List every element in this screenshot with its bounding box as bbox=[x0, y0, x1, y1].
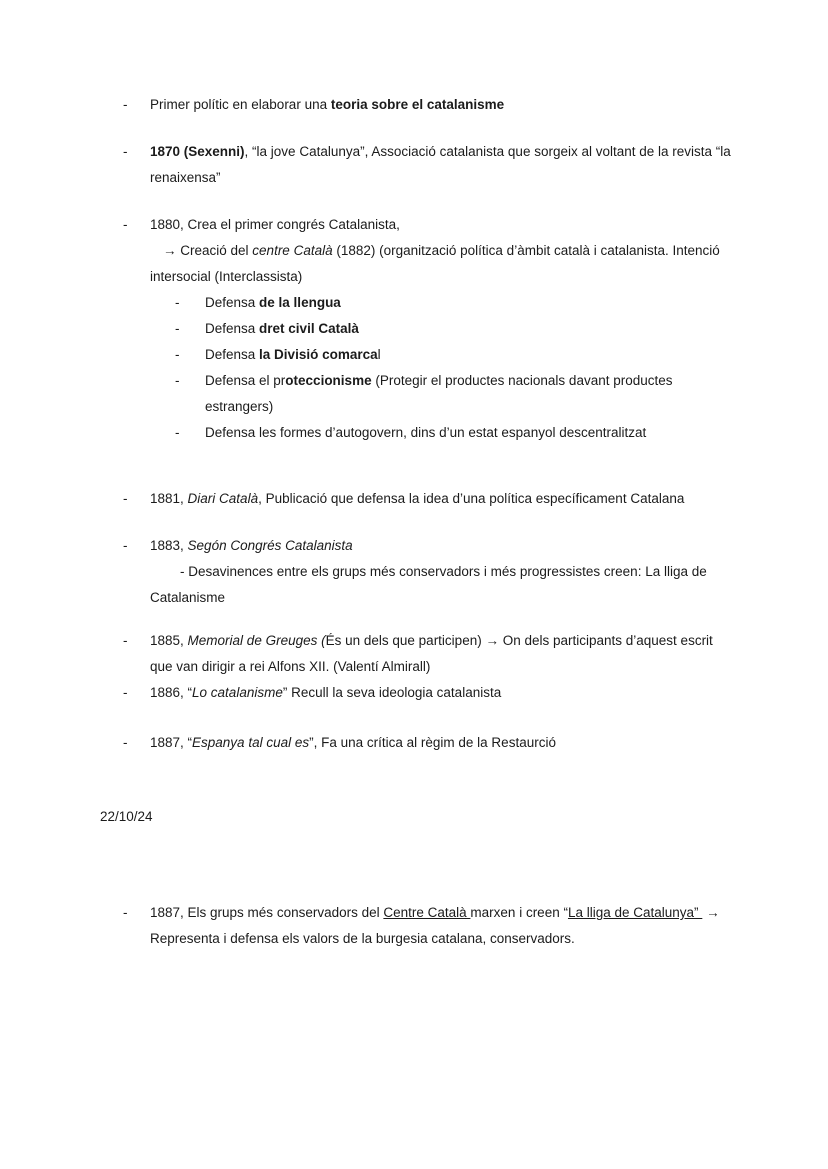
bullet-1880 bbox=[123, 212, 733, 238]
bullet-dash: - bbox=[123, 491, 128, 506]
bullet-text-1886: 1886, “Lo catalanisme” Recull la seva ideologia catalanista bbox=[150, 685, 502, 700]
bullet-dash: - bbox=[123, 905, 128, 920]
subbullet-text-defensa-autogovern: Defensa les formes d’autogovern, dins d’un estat espanyol descentralitzat bbox=[205, 425, 647, 440]
bullet-dash: - bbox=[175, 321, 180, 336]
subbullet-text-defensa-divisio-comarcal: Defensa la Divisió comarcal bbox=[205, 347, 381, 362]
bullet-dash: - bbox=[123, 97, 128, 112]
bullet-text-1880: 1880, Crea el primer congrés Catalanista, bbox=[150, 217, 400, 232]
date-heading: 22/10/24 bbox=[100, 809, 153, 824]
subbullet-defensa-proteccionisme bbox=[175, 368, 733, 420]
subbullet-text-defensa-llengua: Defensa de la llengua bbox=[205, 295, 341, 310]
bullet-text-1883: 1883, Segón Congrés Catalanista bbox=[150, 538, 353, 553]
arrow-line-creacio-centre-catala: → Creació del centre Català (1882) (organització política d’àmbit català i catalanista. Intenció intersocial (Interclassista) bbox=[150, 243, 720, 284]
bullet-dash: - bbox=[175, 425, 180, 440]
subbullet-defensa-divisio-comarcal bbox=[175, 342, 733, 368]
bullet-1887-lliga bbox=[123, 900, 733, 952]
subbullet-text-defensa-dret-civil: Defensa dret civil Català bbox=[205, 321, 359, 336]
subbullet-defensa-llengua bbox=[175, 290, 733, 316]
subbullet-defensa-autogovern bbox=[175, 420, 733, 446]
bullet-dash: - bbox=[175, 295, 180, 310]
bullet-dash: - bbox=[123, 735, 128, 750]
bullet-1870 bbox=[123, 139, 733, 191]
bullet-text-1885: 1885, Memorial de Greuges (És un dels que participen) → On dels participants d’aquest escrit que van dirigir a rei Alfons XII. (Valentí Almirall) bbox=[150, 633, 717, 674]
bullet-dash: - bbox=[123, 685, 128, 700]
bullet-dash: - bbox=[175, 373, 180, 388]
bullet-1885 bbox=[123, 628, 733, 680]
bullet-dash: - bbox=[123, 144, 128, 159]
subbullet-text-defensa-proteccionisme: Defensa el proteccionisme (Protegir el productes nacionals davant productes estrangers) bbox=[205, 373, 677, 414]
bullet-1883 bbox=[123, 533, 733, 559]
bullet-dash: - bbox=[123, 217, 128, 232]
subline-1883-desavinences: - Desavinences entre els grups més conservadors i més progressistes creen: La lliga de Catalanisme bbox=[150, 564, 707, 605]
bullet-text-1870: 1870 (Sexenni), “la jove Catalunya”, Associació catalanista que sorgeix al voltant de la revista “la renaixensa” bbox=[150, 144, 735, 185]
bullet-1887-espanya bbox=[123, 730, 733, 756]
bullet-text-1881: 1881, Diari Català, Publicació que defensa la idea d’una política específicament Catalana bbox=[150, 491, 685, 506]
subbullet-defensa-dret-civil bbox=[175, 316, 733, 342]
bullet-1881 bbox=[123, 486, 733, 512]
bullet-text-1887-espanya: 1887, “Espanya tal cual es”, Fa una crítica al règim de la Restaurció bbox=[150, 735, 556, 750]
bullet-text-1887-lliga: 1887, Els grups més conservadors del Centre Català marxen i creen “La lliga de Catalunya” → Representa i defensa els valors de la burgesia catalana, conservadors. bbox=[150, 905, 724, 946]
bullet-primer-politic bbox=[123, 92, 733, 118]
bullet-text-primer-politic: Primer polític en elaborar una teoria sobre el catalanisme bbox=[150, 97, 505, 112]
bullet-dash: - bbox=[123, 633, 128, 648]
bullet-1886 bbox=[123, 680, 733, 706]
bullet-dash: - bbox=[123, 538, 128, 553]
bullet-dash: - bbox=[175, 347, 180, 362]
